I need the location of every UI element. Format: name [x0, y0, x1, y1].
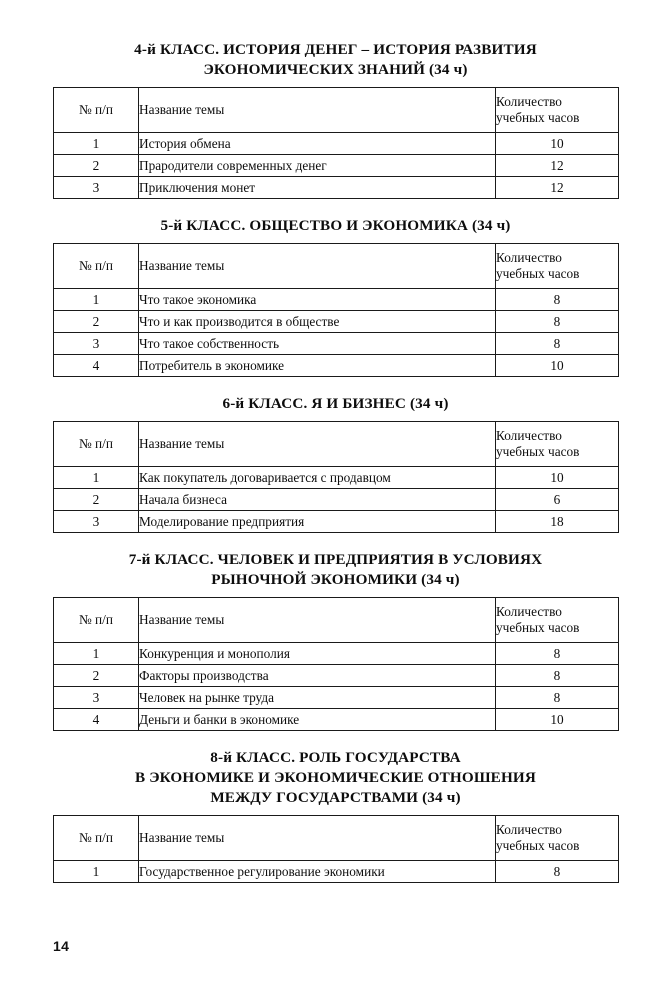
cell-topic: Что и как производится в обществе [139, 311, 496, 333]
section-heading-grade-8 [53, 748, 618, 808]
cell-hours: 10 [496, 467, 619, 489]
section-heading-line: 4-й КЛАСС. ИСТОРИЯ ДЕНЕГ – ИСТОРИЯ РАЗВИТИЯ [134, 41, 537, 58]
table-row [54, 289, 619, 311]
table-row [54, 333, 619, 355]
plan-table-grade-8 [53, 815, 619, 883]
column-header-number: № п/п [54, 88, 139, 133]
cell-number: 1 [54, 861, 139, 883]
table-header-row [54, 816, 619, 861]
cell-number: 2 [54, 665, 139, 687]
cell-number: 2 [54, 311, 139, 333]
column-header-topic: Название темы [139, 88, 496, 133]
spacer [53, 590, 618, 597]
cell-number: 1 [54, 643, 139, 665]
spacer [53, 377, 618, 394]
table-row [54, 665, 619, 687]
cell-hours: 8 [496, 289, 619, 311]
cell-number: 2 [54, 155, 139, 177]
table-header-row [54, 598, 619, 643]
cell-number: 3 [54, 511, 139, 533]
spacer [53, 80, 618, 87]
cell-hours: 10 [496, 355, 619, 377]
column-header-hours [496, 816, 619, 861]
section-heading-grade-4 [53, 40, 618, 80]
table-header-row [54, 422, 619, 467]
cell-hours: 12 [496, 155, 619, 177]
cell-number: 1 [54, 133, 139, 155]
cell-hours: 8 [496, 311, 619, 333]
column-header-hours-line2: учебных часов [496, 110, 580, 125]
table-row [54, 643, 619, 665]
spacer [53, 236, 618, 243]
cell-hours: 8 [496, 333, 619, 355]
cell-hours: 6 [496, 489, 619, 511]
section-heading-line: В ЭКОНОМИКЕ И ЭКОНОМИЧЕСКИЕ ОТНОШЕНИЯ [134, 769, 537, 786]
spacer [53, 414, 618, 421]
cell-hours: 8 [496, 687, 619, 709]
table-row [54, 861, 619, 883]
cell-hours: 8 [496, 643, 619, 665]
table-row [54, 177, 619, 199]
cell-number: 4 [54, 355, 139, 377]
cell-hours: 18 [496, 511, 619, 533]
table-row [54, 133, 619, 155]
column-header-hours-line2: учебных часов [496, 444, 580, 459]
column-header-number: № п/п [54, 244, 139, 289]
column-header-topic: Название темы [139, 422, 496, 467]
spacer [53, 533, 618, 550]
column-header-hours-line1: Количество [496, 428, 562, 443]
table-row [54, 687, 619, 709]
column-header-topic: Название темы [139, 598, 496, 643]
cell-topic: Прародители современных денег [139, 155, 496, 177]
cell-number: 4 [54, 709, 139, 731]
cell-topic: Конкуренция и монополия [139, 643, 496, 665]
cell-number: 1 [54, 289, 139, 311]
spacer [53, 808, 618, 815]
column-header-hours-line1: Количество [496, 822, 562, 837]
column-header-hours [496, 422, 619, 467]
column-header-hours [496, 244, 619, 289]
column-header-topic: Название темы [139, 244, 496, 289]
column-header-hours-line1: Количество [496, 94, 562, 109]
cell-topic: Факторы производства [139, 665, 496, 687]
section-heading-line: 8-й КЛАСС. РОЛЬ ГОСУДАРСТВА [210, 749, 461, 766]
column-header-hours-line2: учебных часов [496, 266, 580, 281]
cell-topic: Государственное регулирование экономики [139, 861, 496, 883]
cell-topic: Моделирование предприятия [139, 511, 496, 533]
plan-table-grade-5 [53, 243, 619, 377]
cell-number: 3 [54, 687, 139, 709]
cell-topic: История обмена [139, 133, 496, 155]
spacer [53, 199, 618, 216]
cell-topic: Что такое собственность [139, 333, 496, 355]
column-header-number: № п/п [54, 598, 139, 643]
cell-topic: Человек на рынке труда [139, 687, 496, 709]
cell-topic: Что такое экономика [139, 289, 496, 311]
column-header-hours-line2: учебных часов [496, 620, 580, 635]
cell-number: 2 [54, 489, 139, 511]
section-heading-line: ЭКОНОМИЧЕСКИХ ЗНАНИЙ (34 ч) [203, 61, 468, 78]
cell-topic: Как покупатель договаривается с продавцом [139, 467, 496, 489]
cell-hours: 10 [496, 133, 619, 155]
section-heading-grade-7 [53, 550, 618, 590]
table-header-row [54, 88, 619, 133]
table-row [54, 355, 619, 377]
cell-hours: 8 [496, 665, 619, 687]
cell-topic: Деньги и банки в экономике [139, 709, 496, 731]
cell-topic: Потребитель в экономике [139, 355, 496, 377]
column-header-hours [496, 598, 619, 643]
cell-number: 3 [54, 177, 139, 199]
plan-table-grade-6 [53, 421, 619, 533]
section-heading-grade-5 [53, 216, 618, 236]
table-row [54, 489, 619, 511]
column-header-hours-line1: Количество [496, 250, 562, 265]
page-content [53, 40, 618, 883]
table-header-row [54, 244, 619, 289]
table-row [54, 467, 619, 489]
table-row [54, 311, 619, 333]
section-heading-line: 5-й КЛАСС. ОБЩЕСТВО И ЭКОНОМИКА (34 ч) [160, 217, 511, 234]
column-header-topic: Название темы [139, 816, 496, 861]
cell-hours: 10 [496, 709, 619, 731]
cell-number: 3 [54, 333, 139, 355]
column-header-number: № п/п [54, 816, 139, 861]
table-row [54, 709, 619, 731]
cell-number: 1 [54, 467, 139, 489]
cell-topic: Приключения монет [139, 177, 496, 199]
column-header-hours-line2: учебных часов [496, 838, 580, 853]
column-header-number: № п/п [54, 422, 139, 467]
section-heading-line: 6-й КЛАСС. Я И БИЗНЕС (34 ч) [222, 395, 449, 412]
spacer [53, 731, 618, 748]
plan-table-grade-7 [53, 597, 619, 731]
table-row [54, 511, 619, 533]
section-heading-line: 7-й КЛАСС. ЧЕЛОВЕК И ПРЕДПРИЯТИЯ В УСЛОВИЯХ [128, 551, 543, 568]
section-heading-line: МЕЖДУ ГОСУДАРСТВАМИ (34 ч) [210, 789, 461, 806]
column-header-hours-line1: Количество [496, 604, 562, 619]
page-number: 14 [53, 938, 70, 954]
column-header-hours [496, 88, 619, 133]
section-heading-grade-6 [53, 394, 618, 414]
section-heading-line: РЫНОЧНОЙ ЭКОНОМИКИ (34 ч) [211, 571, 460, 588]
cell-topic: Начала бизнеса [139, 489, 496, 511]
cell-hours: 8 [496, 861, 619, 883]
cell-hours: 12 [496, 177, 619, 199]
table-row [54, 155, 619, 177]
plan-table-grade-4 [53, 87, 619, 199]
